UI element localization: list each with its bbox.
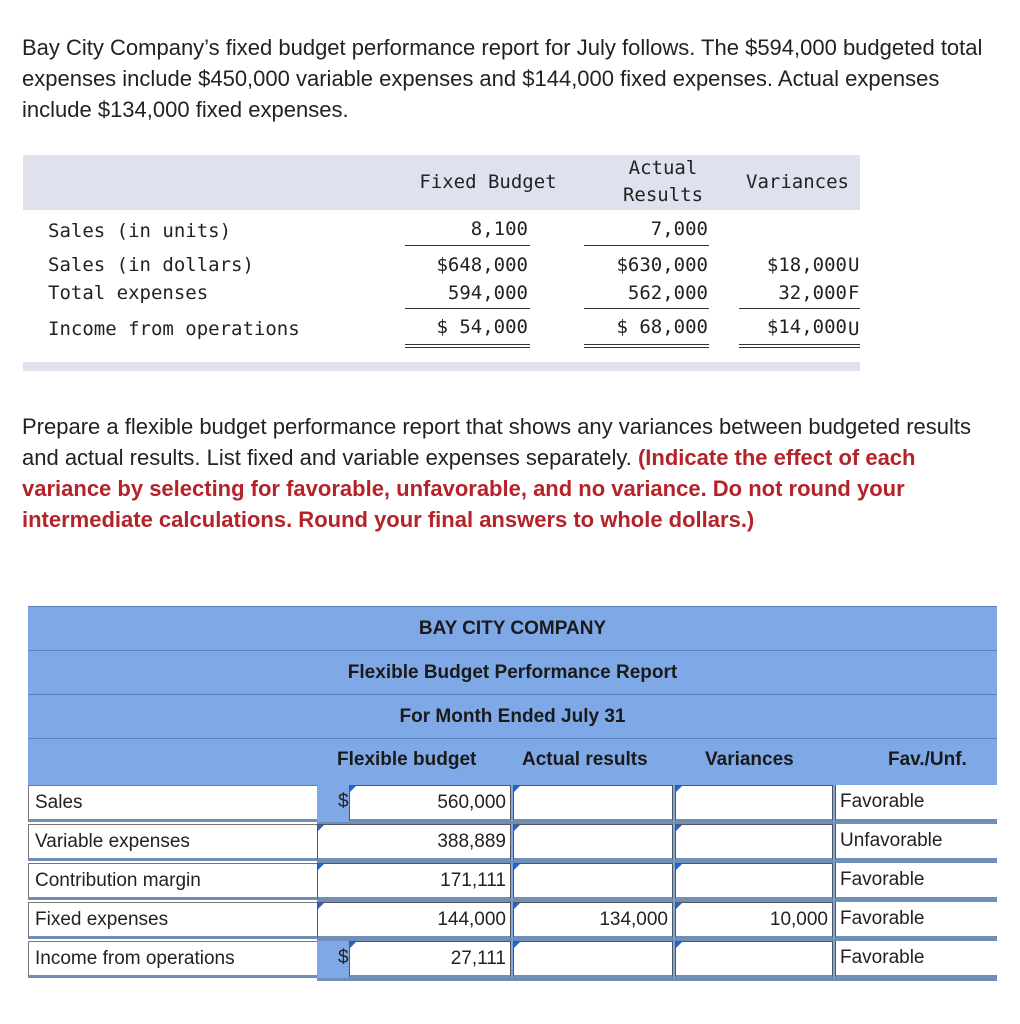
fav-unf-column-header: Fav./Unf. xyxy=(888,749,967,770)
input-marker-icon xyxy=(676,864,682,870)
fb-row-label: Sales (in dollars) xyxy=(48,254,254,276)
fb-row-fixed: $648,000 xyxy=(436,254,528,276)
dollar-sign: $ xyxy=(338,791,349,812)
report-title-text: Flexible Budget Performance Report xyxy=(347,662,678,683)
actual-results-input[interactable] xyxy=(513,824,673,861)
report-company xyxy=(28,606,997,651)
double-underline xyxy=(739,344,860,348)
underline xyxy=(584,308,709,309)
double-underline xyxy=(584,344,709,348)
prompt-instruction: (Indicate the effect of each variance by selecting for favorable, unfavorable, and no variance. Do not round your intermediate calculations. Round your final answers to whole dollars.) xyxy=(22,445,916,532)
report-period-text: For Month Ended July 31 xyxy=(399,706,626,727)
flexible-budget-input[interactable] xyxy=(317,824,511,861)
actual-results-column-header: Actual results xyxy=(522,749,648,770)
double-underline xyxy=(405,344,530,348)
actual-results-input[interactable] xyxy=(513,863,673,900)
report-row-variable-expenses xyxy=(28,824,997,863)
fb-row-flag: U xyxy=(848,254,860,276)
input-value: 171,111 xyxy=(440,870,506,891)
row-label: Contribution margin xyxy=(28,863,317,900)
fb-row-variance: 32,000 xyxy=(778,282,847,304)
input-marker-icon xyxy=(676,942,682,948)
prompt-text: Prepare a flexible budget performance report that shows any variances between budgeted results and actual results. List fixed and variable expenses separately. xyxy=(22,414,972,470)
fixed-budget-footer-band xyxy=(23,362,860,371)
fav-unf-select[interactable]: Favorable xyxy=(835,941,997,978)
input-value: 388,889 xyxy=(437,831,506,852)
report-row-contribution-margin xyxy=(28,863,997,902)
underline xyxy=(584,245,709,246)
actual-results-input[interactable] xyxy=(513,785,673,822)
fb-row-flag: U xyxy=(848,318,860,340)
input-marker-icon xyxy=(514,864,520,870)
variance-input[interactable] xyxy=(675,824,833,861)
actual-results-header-line2: Results xyxy=(622,184,704,206)
question-prompt xyxy=(22,411,997,535)
actual-results-input[interactable] xyxy=(513,941,673,978)
input-marker-icon xyxy=(350,786,356,792)
input-value: 134,000 xyxy=(599,909,668,930)
fb-row-fixed: 594,000 xyxy=(447,282,528,304)
input-marker-icon xyxy=(318,864,324,870)
fixed-budget-report xyxy=(23,155,860,371)
fav-unf-select[interactable]: Unfavorable xyxy=(835,824,997,861)
input-marker-icon xyxy=(318,903,324,909)
report-period xyxy=(28,694,997,739)
fb-row-actual: 562,000 xyxy=(627,282,708,304)
actual-results-header-line1: Actual xyxy=(628,157,698,179)
fb-row-flag: F xyxy=(848,282,860,304)
input-value: 144,000 xyxy=(437,909,506,930)
actual-results-input[interactable] xyxy=(513,902,673,939)
flexible-budget-input[interactable] xyxy=(317,863,511,900)
report-row-fixed-expenses xyxy=(28,902,997,941)
fb-row-fixed: 8,100 xyxy=(470,218,528,240)
fb-row-actual: 7,000 xyxy=(650,218,708,240)
fb-row-variance: $14,000 xyxy=(766,316,847,338)
flexible-budget-input[interactable] xyxy=(317,902,511,939)
input-marker-icon xyxy=(676,825,682,831)
input-marker-icon xyxy=(514,786,520,792)
input-marker-icon xyxy=(514,903,520,909)
column-header-band xyxy=(28,738,997,786)
underline xyxy=(405,308,530,309)
variance-input[interactable] xyxy=(675,863,833,900)
input-value: 10,000 xyxy=(769,909,828,930)
fb-row-label: Sales (in units) xyxy=(48,220,232,242)
dollar-sign: $ xyxy=(338,947,349,968)
row-label: Sales xyxy=(28,785,317,822)
row-label: Fixed expenses xyxy=(28,902,317,939)
fixed-budget-column-header: Fixed Budget xyxy=(419,171,557,193)
input-marker-icon xyxy=(676,786,682,792)
variances-column-header: Variances xyxy=(746,171,849,193)
variances-column-header: Variances xyxy=(705,749,794,770)
input-marker-icon xyxy=(514,825,520,831)
flexible-budget-input[interactable] xyxy=(349,785,511,822)
underline xyxy=(739,308,860,309)
input-marker-icon xyxy=(676,903,682,909)
input-marker-icon xyxy=(350,942,356,948)
row-label: Variable expenses xyxy=(28,824,317,861)
input-marker-icon xyxy=(514,942,520,948)
fb-row-fixed: $ 54,000 xyxy=(436,316,528,338)
fav-unf-select[interactable]: Favorable xyxy=(835,785,997,822)
fav-unf-select[interactable]: Favorable xyxy=(835,863,997,900)
variance-input[interactable] xyxy=(675,902,833,939)
row-label: Income from operations xyxy=(28,941,317,978)
report-row-income-from-operations xyxy=(28,941,997,980)
flexible-budget-input[interactable] xyxy=(349,941,511,978)
flexible-budget-column-header: Flexible budget xyxy=(337,749,477,770)
fb-row-label: Total expenses xyxy=(48,282,209,304)
variance-input[interactable] xyxy=(675,941,833,978)
fb-row-label: Income from operations xyxy=(48,318,300,340)
fb-row-variance: $18,000 xyxy=(766,254,847,276)
input-value: 27,111 xyxy=(450,948,506,969)
report-title xyxy=(28,650,997,695)
fb-row-actual: $630,000 xyxy=(616,254,708,276)
report-row-sales xyxy=(28,785,997,824)
input-value: 560,000 xyxy=(437,792,506,813)
underline xyxy=(405,245,530,246)
variance-input[interactable] xyxy=(675,785,833,822)
fb-row-actual: $ 68,000 xyxy=(616,316,708,338)
problem-intro: Bay City Company’s fixed budget performance report for July follows. The $594,000 budgeted total expenses include $450,000 variable expenses and $144,000 fixed expenses. Actual expenses include $134,000 fixed expenses. xyxy=(22,35,983,122)
company-name: BAY CITY COMPANY xyxy=(418,618,607,639)
fav-unf-select[interactable]: Favorable xyxy=(835,902,997,939)
input-marker-icon xyxy=(318,825,324,831)
